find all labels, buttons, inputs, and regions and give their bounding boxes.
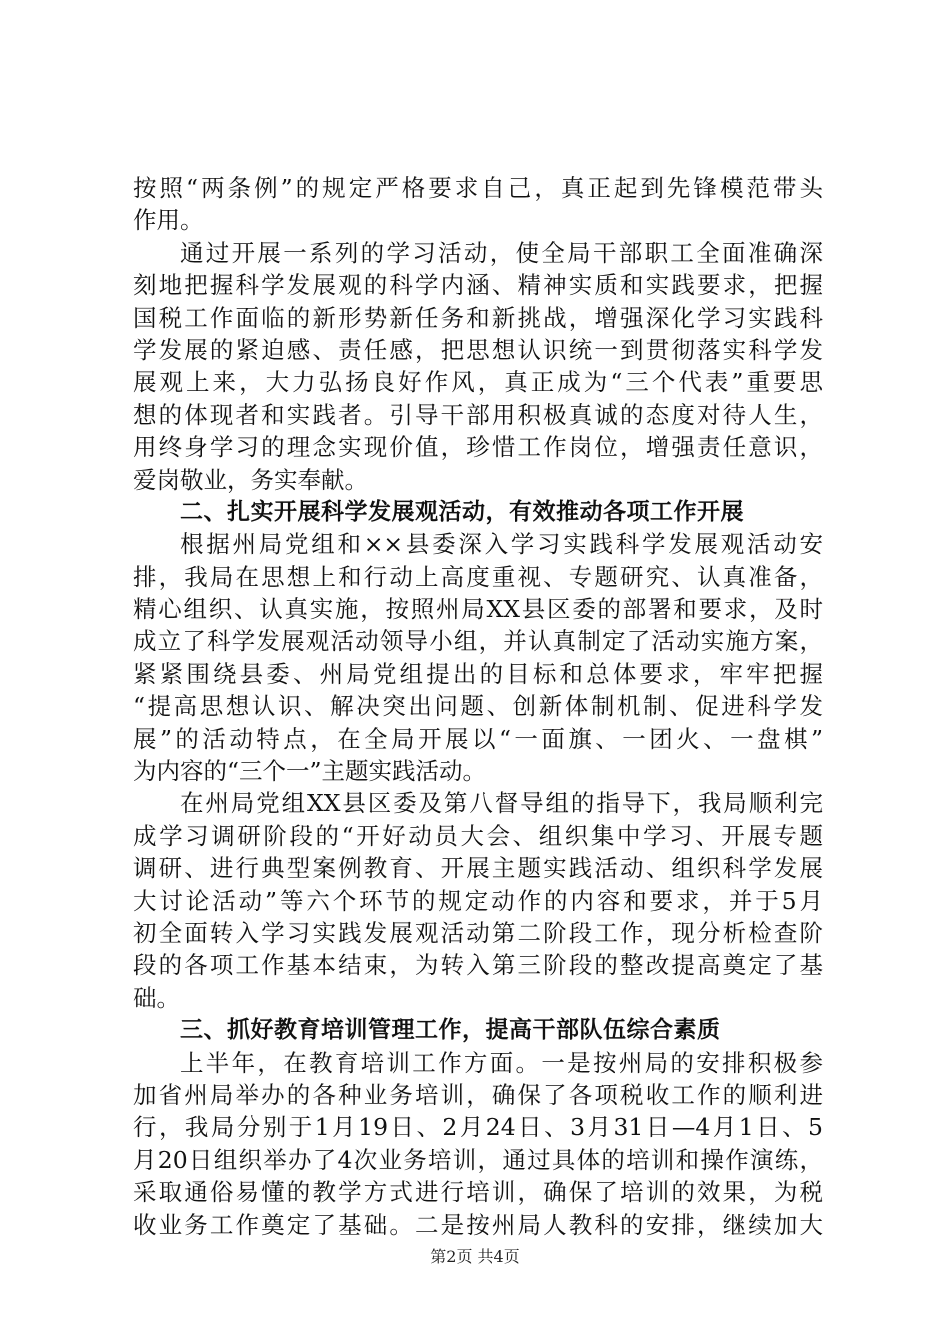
text-line — [133, 949, 823, 981]
text-line — [133, 204, 823, 236]
text-line — [133, 1144, 823, 1176]
text-line-content: 初全面转入学习实践发展观活动第二阶段工作，现分析检查阶 — [133, 918, 823, 947]
text-line — [133, 755, 823, 787]
text-line-content: 大讨论活动”等六个环节的规定动作的内容和要求，并于5月 — [133, 886, 823, 915]
text-line-content: 为内容的“三个一”主题实践活动。 — [133, 757, 487, 786]
text-line-content: 在州局党组XX县区委及第八督导组的指导下，我局顺利完 — [180, 789, 823, 818]
text-line-content: 二、扎实开展科学发展观活动，有效推动各项工作开展 — [180, 498, 744, 525]
text-line — [133, 1209, 823, 1241]
text-line-content: 想的体现者和实践者。引导干部用积极真诚的态度对待人生， — [133, 400, 823, 429]
text-line-content: 通过开展一系列的学习活动，使全局干部职工全面准确深 — [180, 238, 823, 267]
text-line — [133, 528, 823, 560]
text-line-content: 爱岗敬业，务实奉献。 — [133, 465, 368, 494]
text-line — [133, 431, 823, 463]
text-line-content: 成学习调研阶段的“开好动员大会、组织集中学习、开展专题 — [133, 821, 823, 850]
text-line-content: 础。 — [133, 983, 180, 1012]
text-line-content: 按照“两条例”的规定严格要求自己，真正起到先锋模范带头 — [133, 174, 823, 202]
text-line-content: 收业务工作奠定了基础。二是按州局人教科的安排，继续加大 — [133, 1210, 823, 1239]
text-line — [133, 982, 823, 1014]
text-line-content: 紧紧围绕县委、州局党组提出的目标和总体要求，牢牢把握 — [133, 659, 823, 688]
text-line — [133, 658, 823, 690]
text-line-content: 刻地把握科学发展观的科学内涵、精神实质和实践要求，把握 — [133, 271, 823, 300]
page-footer — [0, 1244, 950, 1267]
text-line — [133, 690, 823, 722]
text-line-content: 加省州局举办的各种业务培训，确保了各项税收工作的顺利进 — [133, 1080, 823, 1109]
text-line — [133, 366, 823, 398]
text-line — [133, 302, 823, 334]
text-line — [133, 852, 823, 884]
text-line-content: “提高思想认识、解决突出问题、创新体制机制、促进科学发 — [133, 692, 823, 721]
text-line-content: 用终身学习的理念实现价值，珍惜工作岗位，增强责任意识， — [133, 433, 823, 462]
text-line — [133, 1079, 823, 1111]
text-line-content: 成立了科学发展观活动领导小组，并认真制定了活动实施方案， — [133, 627, 823, 656]
text-line-content: 上半年，在教育培训工作方面。一是按州局的安排积极参 — [180, 1048, 823, 1077]
text-line — [133, 917, 823, 949]
text-line — [133, 820, 823, 852]
text-line — [133, 1176, 823, 1208]
text-line — [133, 1047, 823, 1079]
section-heading — [133, 496, 823, 528]
text-line-content: 采取通俗易懂的教学方式进行培训，确保了培训的效果，为税 — [133, 1178, 823, 1207]
text-line — [133, 787, 823, 819]
text-line — [133, 464, 823, 496]
text-line — [133, 593, 823, 625]
text-line — [133, 625, 823, 657]
text-line-content: 展观上来，大力弘扬良好作风，真正成为“三个代表”重要思 — [133, 368, 823, 397]
text-line-content: 排，我局在思想上和行动上高度重视、专题研究、认真准备， — [133, 562, 823, 591]
text-line — [133, 723, 823, 755]
text-line — [133, 1111, 823, 1143]
text-line-content: 学发展的紧迫感、责任感，把思想认识统一到贯彻落实科学发 — [133, 335, 823, 364]
text-line — [133, 172, 823, 204]
text-line — [133, 334, 823, 366]
text-line-content: 展”的活动特点，在全局开展以“一面旗、一团火、一盘棋” — [133, 724, 823, 753]
text-line-content: 国税工作面临的新形势新任务和新挑战，增强深化学习实践科 — [133, 303, 823, 332]
text-line-content: 行，我局分别于1月19日、2月24日、3月31日—4月1日、5 — [133, 1113, 823, 1142]
text-line-content: 作用。 — [133, 206, 204, 235]
text-line-content: 根据州局党组和××县委深入学习实践科学发展观活动安 — [180, 530, 823, 559]
text-line-content: 月20日组织举办了4次业务培训，通过具体的培训和操作演练， — [133, 1145, 823, 1174]
text-line-content: 三、抓好教育培训管理工作，提高干部队伍综合素质 — [180, 1017, 721, 1044]
section-heading — [133, 1014, 823, 1046]
text-line-content: 段的各项工作基本结束，为转入第三阶段的整改提高奠定了基 — [133, 951, 823, 980]
document-body — [133, 172, 823, 1241]
text-line — [133, 269, 823, 301]
page-number-label: 第2页 共4页 — [430, 1247, 520, 1266]
text-line — [133, 885, 823, 917]
text-line-content: 调研、进行典型案例教育、开展主题实践活动、组织科学发展 — [133, 854, 823, 883]
text-line — [133, 237, 823, 269]
text-line — [133, 399, 823, 431]
text-line-content: 精心组织、认真实施，按照州局XX县区委的部署和要求，及时 — [133, 595, 823, 624]
text-line — [133, 561, 823, 593]
